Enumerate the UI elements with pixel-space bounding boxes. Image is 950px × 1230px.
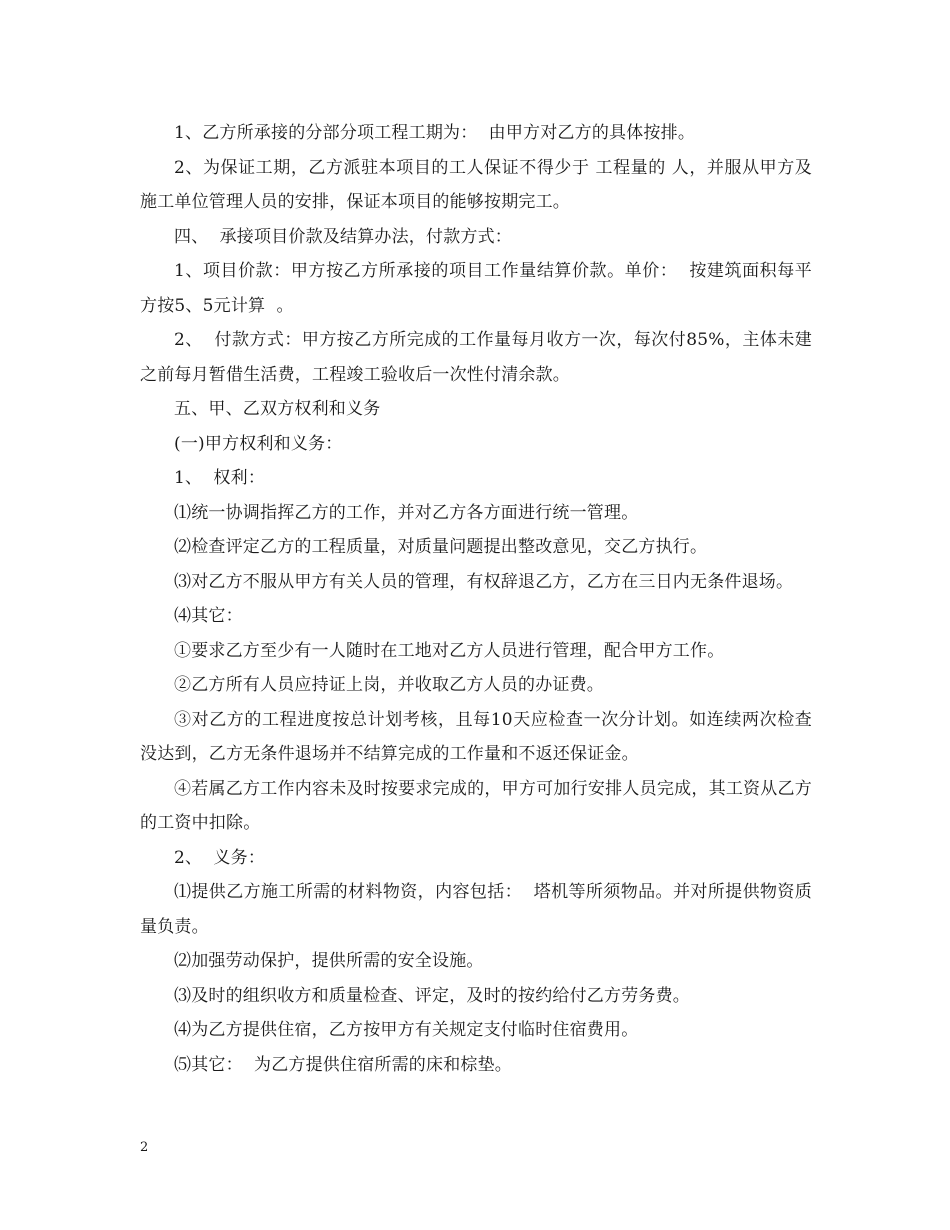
page-number: 2	[140, 1140, 149, 1155]
section-heading-5: 五、甲、乙双方权利和义务	[174, 399, 381, 419]
obligation-item-1: ⑴提供乙方施工所需的材料物资，内容包括： 塔机等所须物品。并对所提供物资质量负责。	[140, 882, 812, 937]
obligation-item-4: ⑷为乙方提供住宿，乙方按甲方有关规定支付临时住宿费用。	[174, 1020, 639, 1040]
right-item-1: ⑴统一协调指挥乙方的工作，并对乙方各方面进行统一管理。	[174, 502, 639, 523]
right-item-3: ⑶对乙方不服从甲方有关人员的管理，有权辞退乙方，乙方在三日内无条件退场。	[174, 571, 794, 592]
other-item-4: ④若属乙方工作内容未及时按要求完成的，甲方可加行安排人员完成，其工资从乙方的工资中扣除。	[140, 778, 812, 833]
right-item-2: ⑵检查评定乙方的工程质量，对质量问题提出整改意见，交乙方执行。	[174, 537, 708, 557]
other-item-1: ①要求乙方至少有一人随时在工地对乙方人员进行管理，配合甲方工作。	[174, 640, 725, 661]
document-body	[140, 116, 812, 1082]
section-heading-4: 四、 承接项目价款及结算办法，付款方式：	[174, 226, 513, 247]
rights-heading: 1、 权利：	[174, 468, 266, 488]
other-item-2: ②乙方所有人员应持证上岗，并收取乙方人员的办证费。	[174, 675, 604, 695]
right-item-4: ⑷其它：	[174, 606, 243, 626]
subsection-heading-party-a: (一)甲方权利和义务：	[174, 433, 343, 454]
obligations-heading: 2、 义务：	[174, 847, 266, 868]
paragraph-1: 1、乙方所承接的分部分项工程工期为： 由甲方对乙方的具体按排。	[174, 123, 696, 143]
obligation-item-5: ⑸其它： 为乙方提供住宿所需的床和棕垫。	[174, 1054, 513, 1075]
obligation-item-3: ⑶及时的组织收方和质量检查、评定，及时的按约给付乙方劳务费。	[174, 985, 690, 1006]
paragraph-2: 2、为保证工期，乙方派驻本项目的工人保证不得少于 工程量的 人，并服从甲方及施工单位管理人员的安排，保证本项目的能够按期完工。	[140, 157, 812, 212]
paragraph-project-price: 1、项目价款：甲方按乙方所承接的项目工作量结算价款。单价： 按建筑面积每平方按5、5元计算 。	[140, 261, 812, 316]
other-item-3: ③对乙方的工程进度按总计划考核，且每10天应检查一次分计划。如连续两次检查没达到，乙方无条件退场并不结算完成的工作量和不返还保证金。	[140, 709, 812, 764]
paragraph-payment-method: 2、 付款方式：甲方按乙方所完成的工作量每月收方一次，每次付85%，主体未建之前每月暂借生活费，工程竣工验收后一次性付清余款。	[140, 330, 812, 385]
obligation-item-2: ⑵加强劳动保护，提供所需的安全设施。	[174, 951, 484, 971]
